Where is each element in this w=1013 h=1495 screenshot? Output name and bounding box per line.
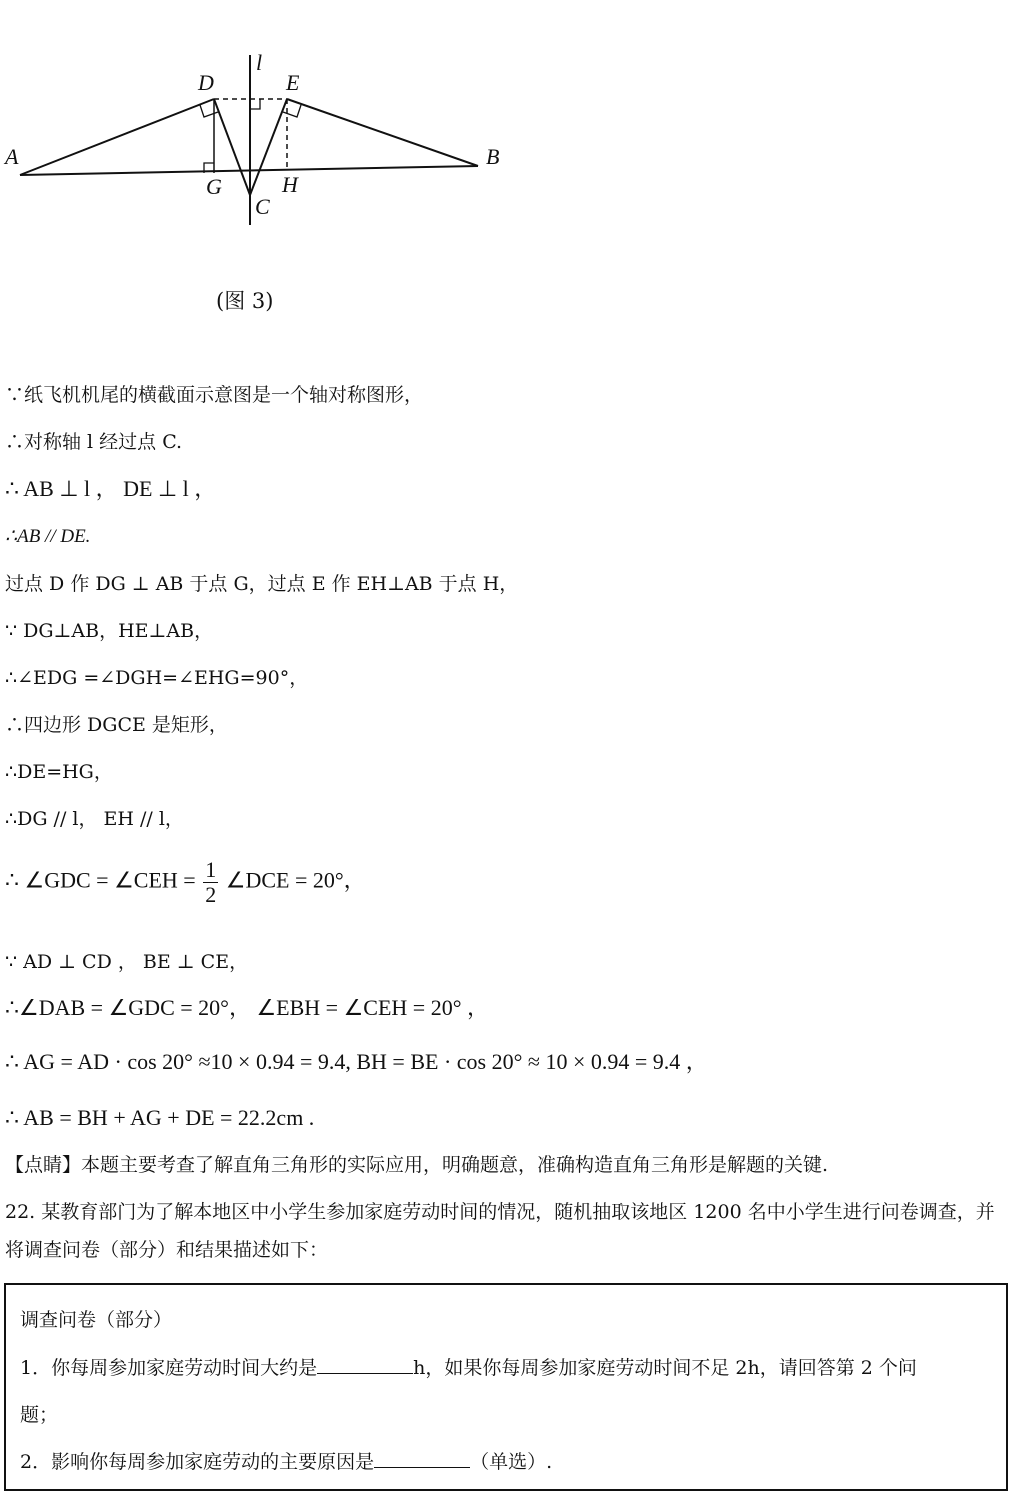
q2-prefix: 2．影响你每周参加家庭劳动的主要原因是 — [20, 1451, 375, 1473]
right-angle-mark-e — [283, 105, 301, 117]
geometry-figure — [0, 40, 540, 240]
q2-suffix: （单选）. — [470, 1451, 553, 1473]
solution-line-4: ∴AB // DE. — [5, 526, 91, 547]
q1-prefix: 1．你每周参加家庭劳动时间大约是 — [20, 1357, 318, 1379]
figure-caption: (图 3) — [216, 289, 274, 313]
solution-line-9: ∴DE=HG， — [5, 761, 113, 783]
q2-answer-blank[interactable] — [374, 1449, 470, 1468]
label-g: G — [206, 174, 222, 199]
label-a: A — [5, 144, 19, 169]
solution-line-12: ∵ AD ⊥ CD ， BE ⊥ CE， — [5, 951, 249, 973]
label-b: B — [486, 144, 500, 169]
label-l: l — [256, 50, 263, 75]
fraction-one-half — [203, 858, 218, 907]
survey-title: 调查问卷（部分） — [20, 1309, 173, 1331]
fraction-denominator: 2 — [205, 882, 217, 907]
q1-suffix: h，如果你每周参加家庭劳动时间不足 2h，请回答第 2 个问 — [413, 1357, 917, 1379]
segment-ad — [20, 99, 214, 175]
solution-line-2: ∴对称轴 l 经过点 C. — [5, 431, 183, 453]
solution-line-5: 过点 D 作 DG ⊥ AB 于点 G，过点 E 作 EH⊥AB 于点 H， — [5, 573, 519, 595]
label-e: E — [286, 70, 300, 95]
label-d: D — [198, 70, 214, 95]
survey-box — [4, 1283, 1008, 1491]
solution-line-3: ∴ AB ⊥ l ， DE ⊥ l ， — [5, 476, 217, 501]
fraction-numerator: 1 — [205, 857, 217, 882]
segment-eb — [287, 99, 478, 166]
survey-question-1 — [20, 1353, 917, 1380]
label-h: H — [282, 172, 298, 197]
comment-note: 【点睛】本题主要考查了解直角三角形的实际应用，明确题意，准确构造直角三角形是解题的关键. — [5, 1154, 829, 1176]
survey-question-2 — [20, 1447, 552, 1474]
solution-line-8: ∴四边形 DGCE 是矩形， — [5, 714, 228, 736]
line11-prefix: ∴ ∠GDC = ∠CEH = — [5, 867, 196, 893]
solution-line-13: ∴∠DAB = ∠GDC = 20°， ∠EBH = ∠CEH = 20° ， — [5, 995, 490, 1020]
survey-question-1-cont: 题； — [20, 1404, 59, 1426]
solution-line-7: ∴∠EDG =∠DGH=∠EHG=90°， — [5, 667, 309, 689]
solution-line-11 — [5, 858, 366, 907]
right-angle-mark-l — [250, 99, 260, 109]
solution-line-14: ∴ AG = AD · cos 20° ≈10 × 0.94 = 9.4, BH = BE · cos 20° ≈ 10 × 0.94 = 9.4 ， — [5, 1049, 708, 1074]
problem-22-text: 22. 某教育部门为了解本地区中小学生参加家庭劳动时间的情况，随机抽取该地区 1200 名中小学生进行问卷调查，并将调查问卷（部分）和结果描述如下： — [5, 1201, 995, 1261]
solution-line-15: ∴ AB = BH + AG + DE = 22.2cm . — [5, 1105, 315, 1130]
solution-line-6: ∵ DG⊥AB，HE⊥AB， — [5, 620, 214, 642]
solution-line-10: ∴DG // l， EH // l， — [5, 808, 184, 830]
label-c: C — [255, 194, 270, 219]
q1-answer-blank[interactable] — [317, 1355, 413, 1374]
right-angle-mark-d — [200, 105, 218, 117]
solution-line-1: ∵纸飞机机尾的横截面示意图是一个轴对称图形， — [5, 384, 424, 406]
line11-suffix: ∠DCE = 20°， — [225, 867, 366, 893]
